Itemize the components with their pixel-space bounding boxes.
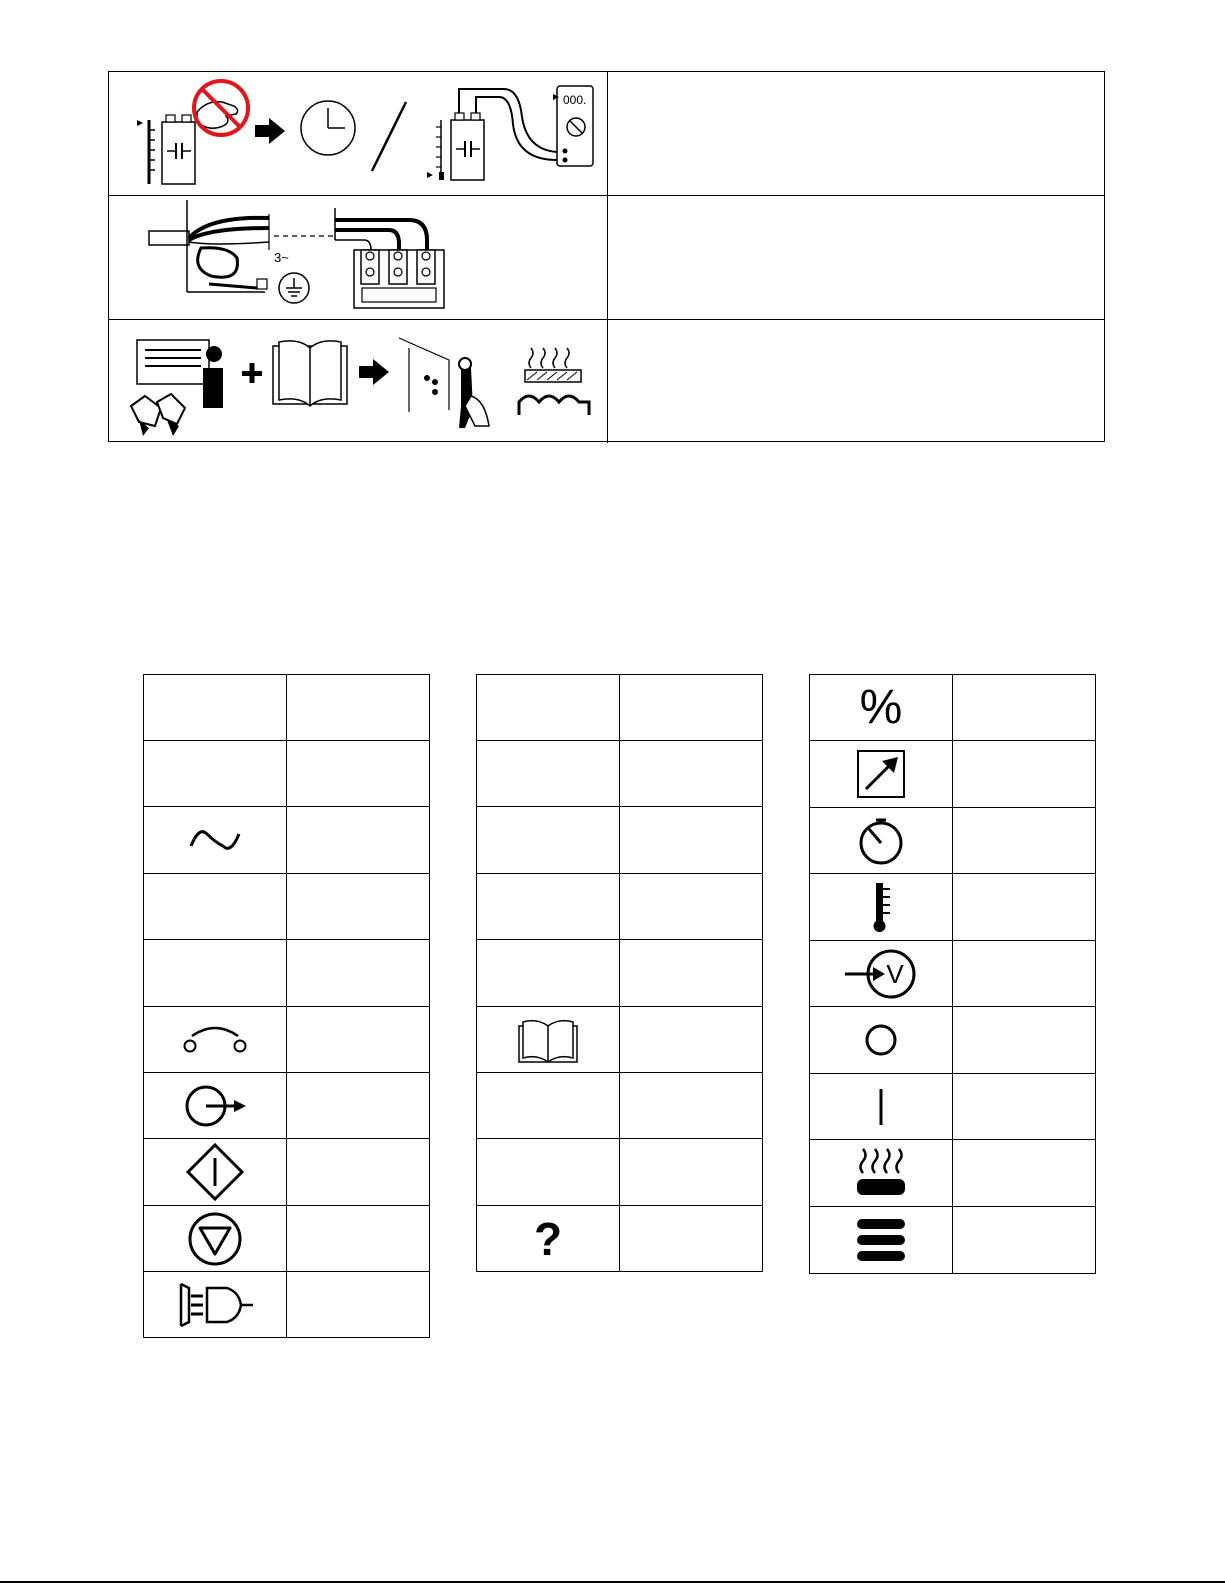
symbol-cell — [810, 1074, 953, 1140]
increase-arrow-icon — [856, 749, 906, 799]
symbol-description — [287, 1007, 430, 1073]
hot-surface-icon — [853, 1145, 909, 1201]
symbol-cell — [477, 874, 620, 940]
symbol-description — [287, 807, 430, 874]
symbol-table-right — [809, 674, 1096, 1274]
stop-triangle-icon — [186, 1210, 244, 1268]
table-row — [477, 874, 763, 940]
install-illustration — [109, 320, 608, 443]
symbol-cell — [810, 1140, 953, 1207]
capacitor-discharge-svg — [109, 72, 608, 196]
symbol-cell — [810, 941, 953, 1007]
symbol-cell — [144, 1272, 287, 1338]
symbol-cell — [477, 807, 620, 874]
table-row — [810, 1007, 1096, 1074]
on-line-icon — [871, 1085, 891, 1129]
svg-text:000.: 000. — [563, 93, 587, 107]
table-row — [144, 874, 430, 940]
symbol-description — [620, 1206, 763, 1272]
table-row — [810, 1140, 1096, 1207]
symbol-description — [953, 1140, 1096, 1207]
safety-row-discharge — [109, 72, 1104, 196]
discharge-text — [608, 72, 1104, 195]
symbol-description — [620, 1139, 763, 1206]
table-row — [144, 1206, 430, 1272]
symbol-cell — [144, 1073, 287, 1139]
symbol-description — [953, 1074, 1096, 1140]
table-row — [810, 874, 1096, 941]
symbol-description — [620, 1007, 763, 1073]
table-row — [477, 807, 763, 874]
alternating-current-icon — [185, 820, 245, 860]
wrench-install-icon — [399, 338, 489, 428]
symbol-description — [287, 675, 430, 741]
symbol-description — [620, 874, 763, 940]
symbol-cell — [144, 1139, 287, 1206]
symbol-description — [620, 940, 763, 1007]
symbol-cell — [144, 874, 287, 940]
symbol-description — [620, 1073, 763, 1139]
symbol-description — [620, 807, 763, 874]
symbol-cell — [144, 807, 287, 874]
power-cable-icon — [149, 200, 333, 303]
plug-icon — [173, 1278, 257, 1332]
table-row — [810, 741, 1096, 808]
percent-icon: % — [859, 680, 903, 734]
symbol-description — [953, 808, 1096, 874]
table-row — [144, 940, 430, 1007]
voltage-label: V — [886, 958, 904, 989]
symbol-cell — [144, 741, 287, 807]
table-row — [144, 675, 430, 741]
safety-row-install — [109, 320, 1104, 443]
table-row — [144, 807, 430, 874]
no-touch-icon — [194, 81, 248, 135]
symbol-description — [287, 874, 430, 940]
clock-icon — [301, 101, 355, 155]
symbol-description — [953, 1007, 1096, 1074]
symbol-table-left — [143, 674, 430, 1338]
question-mark-icon: ? — [533, 1212, 563, 1265]
table-row — [144, 741, 430, 807]
symbol-description — [620, 675, 763, 741]
table-row — [810, 1207, 1096, 1274]
install-maintenance-text — [608, 320, 1104, 443]
symbol-cell — [144, 940, 287, 1007]
symbol-cell — [477, 1007, 620, 1073]
off-circle-icon — [861, 1020, 901, 1060]
table-row — [144, 1272, 430, 1338]
table-row — [477, 1007, 763, 1073]
symbol-cell — [810, 675, 953, 741]
symbol-cell — [810, 1207, 953, 1274]
table-row — [144, 1139, 430, 1206]
training-icon — [131, 340, 223, 436]
safety-table — [108, 71, 1105, 442]
circuit-breaker-icon — [180, 1022, 250, 1058]
symbol-cell — [144, 1007, 287, 1073]
table-row — [477, 741, 763, 807]
plus-icon — [242, 363, 262, 383]
parallel-bars-icon — [853, 1215, 909, 1265]
symbol-cell — [477, 1139, 620, 1206]
table-row — [477, 675, 763, 741]
symbol-description — [953, 874, 1096, 941]
power-connection-svg — [109, 196, 608, 320]
table-row — [144, 1073, 430, 1139]
symbol-description — [287, 1272, 430, 1338]
symbol-cell — [477, 675, 620, 741]
symbol-description — [953, 941, 1096, 1007]
manual-book-icon — [273, 341, 347, 406]
symbol-description — [287, 1206, 430, 1272]
table-row — [477, 940, 763, 1007]
table-row — [144, 1007, 430, 1073]
table-row — [810, 675, 1096, 741]
symbol-cell — [810, 1007, 953, 1074]
table-row — [810, 1074, 1096, 1140]
table-row — [477, 1206, 763, 1272]
symbol-cell — [810, 741, 953, 808]
table-row — [477, 1139, 763, 1206]
power-connection-illustration — [109, 196, 608, 319]
start-diamond-icon — [185, 1142, 245, 1202]
symbol-description — [287, 1073, 430, 1139]
symbol-description — [287, 940, 430, 1007]
symbol-cell — [477, 1206, 620, 1272]
temperature-icon — [866, 879, 896, 935]
arrow-right-icon — [255, 118, 285, 144]
symbol-cell — [810, 808, 953, 874]
manual-book-icon — [515, 1016, 581, 1064]
install-maintenance-svg — [109, 320, 608, 443]
symbol-cell — [477, 940, 620, 1007]
capacitor-left-icon — [137, 115, 195, 184]
terminal-block-icon — [335, 208, 444, 308]
symbol-description — [620, 741, 763, 807]
capacitor-meter-icon — [427, 86, 593, 180]
three-phase-label: 3~ — [274, 250, 289, 265]
table-row — [477, 1073, 763, 1139]
symbol-description — [953, 1207, 1096, 1274]
adjust-dial-icon — [856, 816, 906, 866]
symbol-description — [953, 675, 1096, 741]
hot-surface-icon — [519, 348, 589, 415]
safety-row-power — [109, 196, 1104, 320]
table-row — [810, 941, 1096, 1007]
symbol-description — [953, 741, 1096, 808]
output-icon — [180, 1082, 250, 1130]
symbol-cell — [477, 741, 620, 807]
symbol-cell — [144, 675, 287, 741]
symbol-description — [287, 1139, 430, 1206]
table-row — [810, 808, 1096, 874]
arrow-right-icon — [359, 359, 389, 385]
voltage-input-icon — [841, 946, 921, 1002]
symbol-cell — [477, 1073, 620, 1139]
power-connection-text — [608, 196, 1104, 319]
page-bottom-rule — [0, 1581, 1225, 1583]
symbol-cell — [810, 874, 953, 941]
symbol-table-middle — [476, 674, 763, 1272]
discharge-illustration — [109, 72, 608, 195]
or-slash — [372, 102, 406, 171]
symbol-description — [287, 741, 430, 807]
symbol-cell — [144, 1206, 287, 1272]
